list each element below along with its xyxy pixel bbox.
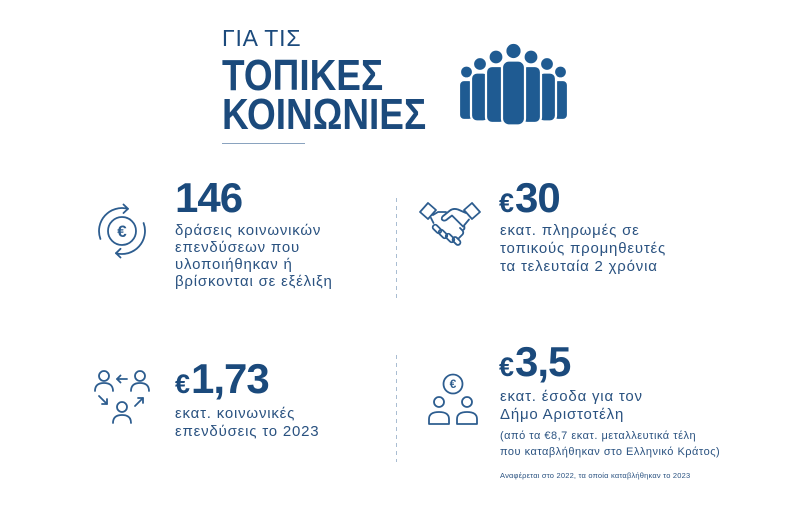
euro-community-icon xyxy=(424,373,482,427)
people-exchange-icon xyxy=(93,369,151,427)
description-line: βρίσκονται σε εξέλιξη xyxy=(175,273,333,290)
person-right xyxy=(457,397,477,424)
arrow-up-right-icon xyxy=(135,398,143,406)
description-line: εκατ. πληρωμές σε xyxy=(500,222,640,239)
title-underline xyxy=(222,143,305,144)
description-line: επενδύσεις το 2023 xyxy=(175,423,320,440)
stat-note-mining-fees xyxy=(500,428,720,460)
stat-number: 146 xyxy=(175,174,243,221)
stat-value-supplier-payments xyxy=(499,174,560,221)
description-line: τοπικούς προμηθευτές xyxy=(500,240,667,257)
description-line: υλοποιήθηκαν ή xyxy=(175,256,293,273)
stat-description-social-investments xyxy=(175,405,319,441)
dashed-divider-top xyxy=(396,198,397,298)
person-top-right xyxy=(131,371,149,391)
person-top-left xyxy=(95,371,113,391)
stat-description-supplier-payments xyxy=(500,222,666,276)
handshake-icon xyxy=(418,198,482,248)
title-line-3: ΚΟΙΝΩΝΙΕΣ xyxy=(222,90,427,139)
title-line-2: ΤΟΠΙΚΕΣ xyxy=(222,51,384,100)
stat-value-social-actions xyxy=(175,174,243,221)
currency-symbol: € xyxy=(499,352,515,382)
person-left xyxy=(429,397,449,424)
description-line: εκατ. έσοδα για τον xyxy=(500,388,643,405)
right-cuff xyxy=(464,203,480,219)
description-line: εκατ. κοινωνικές xyxy=(175,405,296,422)
stat-description-municipality-revenue xyxy=(500,388,643,424)
description-line: επενδύσεων που xyxy=(175,239,300,256)
description-line: δράσεις κοινωνικών xyxy=(175,222,322,239)
stat-value-municipality-revenue xyxy=(499,338,571,385)
title-line-1: ΓΙΑ ΤΙΣ xyxy=(222,25,302,51)
stat-number: 1,73 xyxy=(191,355,269,402)
left-cuff xyxy=(420,203,436,219)
description-line: Δήμο Αριστοτέλη xyxy=(500,406,625,423)
description-line: τα τελευταία 2 χρόνια xyxy=(500,258,658,275)
people-crowd-icon xyxy=(458,42,569,126)
stat-value-social-investments xyxy=(175,355,269,402)
euro-cycle-icon xyxy=(92,201,152,261)
stat-number: 30 xyxy=(515,174,560,221)
arrow-left-icon xyxy=(117,376,127,383)
footnote: Αναφέρεται στο 2022, τα οποία καταβλήθηκαν το 2023 xyxy=(500,471,691,480)
currency-symbol: € xyxy=(499,188,515,218)
euro-glyph: € xyxy=(117,222,127,241)
arrow-down-right-icon xyxy=(99,396,107,404)
crowd-figure-center xyxy=(502,43,525,126)
note-line: που καταβλήθηκαν στο Ελληνικό Κράτος) xyxy=(500,446,721,458)
currency-symbol: € xyxy=(175,369,191,399)
dashed-divider-bottom xyxy=(396,355,397,462)
note-line: (από τα €8,7 εκατ. μεταλλευτικά τέλη xyxy=(500,430,697,442)
euro-glyph: € xyxy=(449,377,457,391)
stat-number: 3,5 xyxy=(515,338,571,385)
stat-description-social-actions xyxy=(175,222,333,290)
person-bottom-center xyxy=(113,402,131,423)
